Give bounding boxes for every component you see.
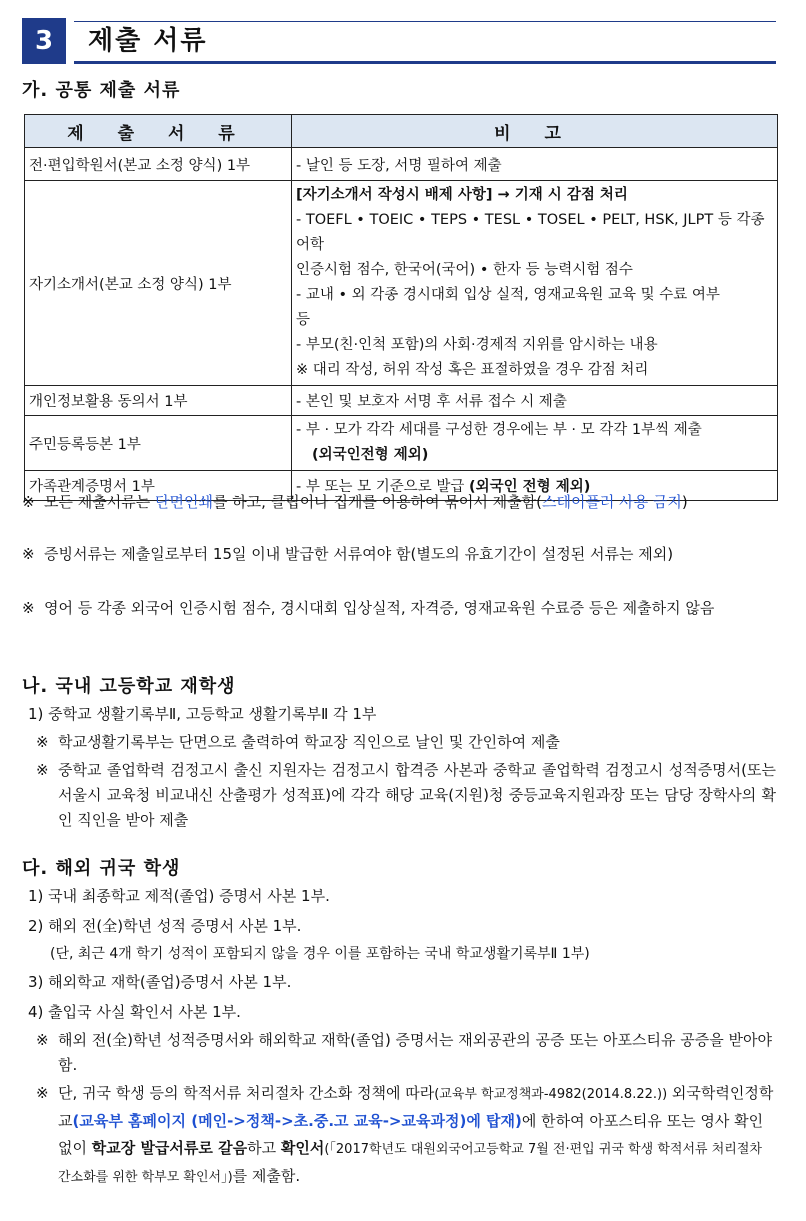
documents-table [24, 114, 778, 501]
highlight-single-sided: 단면인쇄 [154, 493, 213, 511]
table-row [25, 181, 778, 386]
note-line: 인증시험 점수, 한국어(국어) • 한자 등 능력시험 점수 [296, 262, 633, 278]
highlight-no-stapler: 스테이플러 사용 금지 [541, 493, 682, 511]
subsection-b-title: 나. 국내 고등학교 재학생 [22, 676, 236, 697]
note-text: 학교생활기록부는 단면으로 출력하여 학교장 직인으로 날인 및 간인하여 제출 [58, 733, 560, 751]
note-line: - 부모(친·인척 포함)의 사회·경제적 지위를 암시하는 내용 [296, 337, 658, 353]
note-line: - TOEFL • TOEIC • TEPS • TESL • TOSEL • PELT, HSK, JLPT 등 각종 어학 [296, 212, 765, 253]
doc-cell: 자기소개서(본교 소정 양식) 1부 [25, 181, 292, 386]
note-cell [292, 181, 778, 386]
note-item [36, 1080, 776, 1191]
confirmation-form-name: (「2017학년도 대원외국어고등학교 7월 전·편입 귀국 학생 학적서류 처리절차 간소화를 위한 학부모 확인서」) [58, 1142, 762, 1185]
table-row [25, 386, 778, 416]
list-item: 2) 해외 전(全)학년 성적 증명서 사본 1부. [28, 917, 302, 935]
list-item: 1) 중학교 생활기록부Ⅱ, 고등학교 생활기록부Ⅱ 각 1부 [28, 705, 377, 723]
policy-reference: (교육부 학교정책과-4982(2014.8.22.)) [434, 1087, 668, 1102]
note-item [36, 758, 776, 833]
table-row [25, 416, 778, 471]
note-exclusion: (외국인 전형 제외) [468, 479, 591, 495]
note-item [36, 1028, 776, 1078]
table-header-row [25, 115, 778, 148]
note-text: 를 제출함. [232, 1167, 301, 1185]
header-rule [74, 61, 776, 64]
table-row [25, 148, 778, 181]
col-header-remarks: 비 고 [292, 115, 778, 148]
doc-cell: 전·편입학원서(본교 소정 양식) 1부 [25, 148, 292, 181]
col-header-documents: 제 출 서 류 [25, 115, 292, 148]
doc-cell: 주민등록등본 1부 [25, 416, 292, 471]
note-cell: - 날인 등 도장, 서명 필하여 제출 [292, 148, 778, 181]
doc-cell: 개인정보활용 동의서 1부 [25, 386, 292, 416]
note-text: - 부 또는 모 기준으로 발급 [296, 479, 465, 495]
list-item: 3) 해외학교 재학(졸업)증명서 사본 1부. [28, 973, 292, 991]
note-item [22, 542, 776, 567]
note-heading: [자기소개서 작성시 배제 사항] → 기재 시 감점 처리 [296, 187, 628, 203]
note-mark: ※ [22, 493, 35, 511]
note-text: 하고 [247, 1139, 281, 1157]
homepage-reference: (교육부 홈페이지 (메인->정책->초.중.고 교육->교육과정)에 탑재) [72, 1112, 522, 1130]
note-line: - 교내 • 외 각종 경시대회 입상 실적, 영재교육원 교육 및 수료 여부 [296, 287, 720, 303]
note-mark: ※ [36, 1031, 49, 1049]
section-header [22, 18, 776, 64]
note-text: 모든 제출서류는 [44, 493, 155, 511]
note-exclusion: (외국인전형 제외) [312, 447, 429, 463]
note-mark: ※ [36, 733, 49, 751]
note-mark: ※ [36, 1084, 49, 1102]
doc-cell: 가족관계증명서 1부 [25, 471, 292, 501]
note-text: 중학교 졸업학력 검정고시 출신 지원자는 검정고시 합격증 사본과 중학교 졸업학력 검정고시 성적증명서(또는 서울시 교육청 비교내신 산출평가 성적표)에 각각 해당 교육(지원)청 중등교육지원과장 또는 담당 장학사의 확인 직인을 받아 제출 [58, 761, 776, 829]
note-text: 에 한하여 아포스티유 또는 영사 확인 없이 [58, 1112, 764, 1157]
subsection-c-title: 다. 해외 귀국 학생 [22, 858, 181, 879]
subsection-a-title: 가. 공통 제출 서류 [22, 80, 181, 101]
note-item [22, 490, 776, 515]
note-text: 외국학력인정학교 [58, 1084, 774, 1130]
note-cell: - 본인 및 보호자 서명 후 서류 접수 시 제출 [292, 386, 778, 416]
note-item [36, 730, 776, 755]
note-mark: ※ [36, 761, 49, 779]
note-mark: ※ [22, 599, 35, 617]
note-item [22, 596, 776, 621]
note-text: 해외 전(全)학년 성적증명서와 해외학교 재학(졸업) 증명서는 재외공관의 공증 또는 아포스티유 공증을 받아야 함. [58, 1031, 772, 1074]
note-line: ※ 대리 작성, 허위 작성 혹은 표절하였을 경우 감점 처리 [296, 362, 649, 378]
note-line: 등 [296, 312, 311, 328]
note-text: 증빙서류는 제출일로부터 15일 이내 발급한 서류여야 함(별도의 유효기간이 설정된 서류는 제외) [44, 545, 674, 563]
list-item-detail: (단, 최근 4개 학기 성적이 포함되지 않을 경우 이를 포함하는 국내 학교생활기록부Ⅱ 1부) [50, 946, 590, 962]
note-text: 단, 귀국 학생 등의 학적서류 처리절차 간소화 정책에 따라 [58, 1084, 435, 1102]
note-cell [292, 416, 778, 471]
section-title: 제출 서류 [88, 26, 208, 56]
section-number: 3 [22, 18, 66, 64]
note-text: 영어 등 각종 외국어 인증시험 점수, 경시대회 입상실적, 자격증, 영재교육원 수료증 등은 제출하지 않음 [44, 599, 715, 617]
note-text: 를 하고, 클립이나 집게를 이용하여 묶어서 제출함( [212, 493, 542, 511]
list-item: 1) 국내 최종학교 제적(졸업) 증명서 사본 1부. [28, 887, 330, 905]
note-emphasis: 학교장 발급서류로 갈음 [91, 1139, 248, 1157]
note-line: - 부 · 모가 각각 세대를 구성한 경우에는 부 · 모 각각 1부씩 제출 [296, 422, 702, 438]
header-rule-top [74, 21, 776, 22]
note-mark: ※ [22, 545, 35, 563]
note-text: ) [681, 493, 688, 511]
note-emphasis: 확인서 [280, 1139, 325, 1157]
list-item: 4) 출입국 사실 확인서 사본 1부. [28, 1003, 241, 1021]
